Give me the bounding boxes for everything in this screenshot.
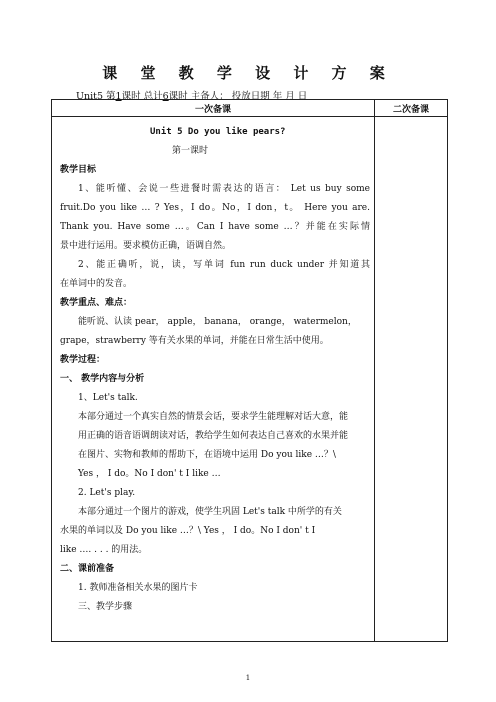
lesson-label: 第一课时 — [172, 146, 209, 156]
key-points-heading: 教学重点、难点： — [60, 298, 133, 308]
goal2-line: 在单词中的发音。 — [60, 279, 133, 289]
talk-line: 本部分通过一个真实自然的情景会话，要求学生能理解对话大意，能 — [78, 412, 349, 422]
lesson-plan-table — [51, 99, 448, 642]
key-points-line: grape，strawberry 等有关水果的单词，并能在日常生活中使用。 — [60, 336, 329, 346]
play-line: 本部分通过一个图片的游戏，使学生巩固 Let's talk 中所学的有关 — [78, 507, 342, 517]
first-prep-header: 一次备课 — [194, 105, 231, 115]
goal1-line: fruit.Do you like … ? Yes，I do。No，I don，t。 Here you are. — [60, 203, 370, 213]
talk-line: Yes ， I do。No I don' t I like … — [78, 469, 221, 479]
play-line: 水果的单词以及 Do you like …？\ Yes ， I do。No I don' t I — [60, 526, 316, 536]
total-periods: 6 — [162, 91, 169, 102]
page-title: 课 堂 教 学 设 计 方 案 — [102, 64, 394, 82]
page-number: 1 — [245, 674, 251, 682]
goal1-line: 景中进行运用。要求模仿正确，语调自然。 — [60, 241, 232, 251]
subhead-prefix: Unit5 第 — [76, 91, 116, 102]
prep-item: 1. 教师准备相关水果的图片卡 — [78, 583, 198, 593]
section2-heading: 二、课前准备 — [60, 564, 115, 574]
unit-title: Unit 5 Do you like pears? — [150, 127, 286, 137]
first-prep-content — [60, 123, 370, 617]
talk-line: 用正确的语音语调朗读对话，教给学生如何表达自己喜欢的水果并能 — [78, 431, 349, 441]
goals-heading: 教学目标 — [60, 165, 97, 175]
period-number: 1 — [115, 91, 122, 102]
column-divider — [374, 100, 375, 641]
play-line: like …. . . . 的用法。 — [60, 545, 148, 555]
section3-heading: 三、教学步骤 — [78, 602, 133, 612]
talk-heading: 1、Let's talk. — [78, 393, 138, 403]
key-points-line: 能听说、认读 pear， apple， banana， orange， watermelon， — [78, 317, 357, 327]
goal1-line: 1、能听懂、会说一些进餐时需表达的语言： Let us buy some — [78, 184, 370, 194]
section1-heading: 一、 教学内容与分析 — [60, 374, 145, 384]
goal2-line: 2、能正确听，说，读，写单词 fun run duck under 并知道其 — [78, 260, 370, 270]
talk-line: 在图片、实物和教师的帮助下，在语境中运用 Do you like …？\ — [78, 450, 336, 460]
second-prep-header: 二次备课 — [392, 105, 429, 115]
process-heading: 教学过程： — [60, 355, 106, 365]
goal1-line: Thank you. Have some …。Can I have some …？并能在实际情 — [60, 222, 370, 232]
play-heading: 2. Let's play. — [78, 488, 136, 498]
header-divider — [52, 116, 447, 117]
subhead-suffix: 课时 主备人： 投放日期 年 月 日 — [168, 91, 308, 102]
subhead-mid: 课时 总计 — [121, 91, 163, 102]
